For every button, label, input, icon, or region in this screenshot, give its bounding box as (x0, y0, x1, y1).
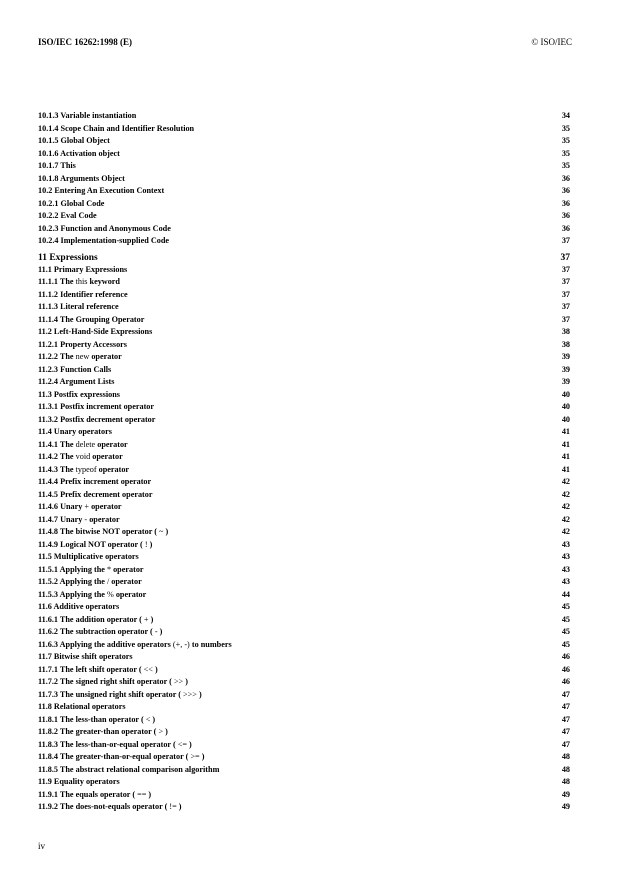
toc-entry-title (38, 777, 120, 786)
toc-entry-title (38, 790, 151, 799)
toc-entry[interactable] (38, 714, 570, 727)
toc-entry-title (38, 490, 153, 499)
toc-entry-code: ! (144, 539, 148, 549)
toc-entry[interactable] (38, 426, 570, 439)
toc-entry-text: 11.1.1 The (38, 277, 76, 286)
toc-entry-title (38, 752, 204, 761)
toc-entry-text: operator (90, 452, 123, 461)
table-of-contents (38, 110, 570, 814)
toc-entry-text: 11.2.1 Property Accessors (38, 339, 127, 349)
toc-entry-title (38, 174, 125, 183)
toc-entry-title (38, 690, 202, 699)
toc-entry-title (38, 402, 154, 411)
toc-entry-title (38, 124, 194, 133)
toc-entry[interactable] (38, 489, 570, 502)
toc-page-number: 45 (561, 627, 570, 636)
toc-page-number: 37 (561, 236, 570, 245)
toc-entry[interactable] (38, 414, 570, 427)
toc-entry[interactable] (38, 651, 570, 664)
toc-entry-title (38, 186, 164, 195)
toc-page-number: 46 (561, 652, 570, 661)
toc-entry-title (38, 427, 112, 436)
toc-entry[interactable] (38, 739, 570, 752)
toc-entry-text: 11.1.3 Literal reference (38, 302, 119, 311)
toc-entry-title (38, 111, 136, 120)
toc-entry-title (38, 236, 169, 245)
toc-entry-text: 11.2.2 The (38, 352, 76, 361)
toc-page-number: 40 (561, 389, 570, 399)
toc-entry-title (38, 590, 146, 599)
toc-page-number: 48 (561, 752, 570, 761)
toc-entry[interactable] (38, 626, 570, 639)
toc-page-number: 45 (561, 602, 570, 611)
toc-entry-code: typeof (75, 464, 97, 474)
toc-page-number: 35 (561, 161, 570, 170)
toc-entry-title (38, 740, 192, 749)
toc-entry-text: 11.4.9 Logical NOT operator ( (38, 539, 145, 549)
toc-page-number: 49 (561, 802, 570, 811)
toc-entry[interactable] (38, 314, 570, 327)
toc-page-number: 38 (561, 339, 570, 349)
toc-page-number: 42 (561, 514, 570, 524)
toc-entry-text: ) (183, 677, 188, 686)
toc-entry-text: 11.5 Multiplicative operators (38, 552, 139, 561)
toc-page-number: 48 (561, 764, 570, 774)
toc-entry-title (38, 627, 162, 636)
toc-entry[interactable] (38, 326, 570, 339)
toc-entry-code: == (137, 789, 147, 799)
toc-page-number: 36 (561, 211, 570, 220)
toc-entry-text: 11.7.1 The left shift operator ( (38, 664, 144, 674)
toc-entry-text: 11.6.3 Applying the additive operators (38, 639, 173, 649)
toc-entry-code: - (154, 627, 158, 636)
toc-entry-title (38, 577, 142, 586)
toc-entry-title (38, 665, 158, 674)
toc-page-number: 44 (561, 589, 570, 599)
toc-entry-text: ) (163, 727, 168, 736)
toc-entry-title (38, 161, 76, 170)
toc-page-number: 42 (561, 527, 570, 536)
toc-entry-text: ) (150, 714, 156, 724)
toc-page-number: 37 (560, 252, 570, 263)
toc-entry-text: 11.4.1 The (38, 439, 76, 449)
toc-entry[interactable] (38, 664, 570, 677)
toc-entry-code: + (84, 502, 90, 511)
toc-entry-text: 10.1.7 This (38, 161, 76, 170)
toc-entry-text: 10.1.3 Variable instantiation (38, 111, 137, 120)
document-id: ISO/IEC 16262:1998 (E) (38, 37, 133, 47)
toc-entry-text: ) (157, 627, 163, 636)
toc-entry-text: 11.4.7 Unary (38, 514, 85, 524)
toc-entry[interactable] (38, 801, 570, 814)
toc-entry[interactable] (38, 464, 570, 477)
toc-entry-text: operator (113, 589, 147, 599)
toc-entry-text: 11.2.3 Function Calls (38, 364, 112, 374)
toc-entry-text: 11.7.3 The unsigned right shift operator ( (38, 689, 184, 699)
toc-entry-title (38, 211, 97, 220)
toc-entry-text: operator (96, 464, 130, 474)
toc-entry-title (38, 199, 104, 208)
toc-entry-title (38, 136, 110, 145)
toc-page-number: 45 (561, 639, 570, 649)
toc-page-number: 47 (561, 702, 570, 711)
toc-entry-text: 11.8.5 The abstract relational comparison algorithm (38, 764, 220, 774)
toc-entry-code: void (75, 452, 91, 461)
toc-entry-title (38, 565, 144, 574)
toc-page-number: 40 (561, 414, 570, 424)
toc-entry-text: 10.2.4 Implementation-supplied Code (38, 236, 170, 245)
toc-page-number: 38 (561, 327, 570, 336)
toc-entry[interactable] (38, 789, 570, 802)
toc-entry-title (38, 277, 120, 286)
toc-entry-title (38, 502, 122, 511)
toc-entry[interactable] (38, 439, 570, 452)
toc-entry-text: 11.8.1 The less-than operator ( (38, 714, 146, 724)
toc-entry[interactable] (38, 676, 570, 689)
toc-page-number: 46 (561, 664, 570, 674)
toc-entry-code: >>> (183, 689, 197, 699)
toc-entry-text: ) (147, 539, 153, 549)
toc-page-number: 36 (561, 186, 570, 195)
toc-entry[interactable] (38, 776, 570, 789)
toc-entry-text: operator (89, 352, 122, 361)
toc-entry-text: 11.8.2 The greater-than operator ( (38, 727, 159, 736)
toc-entry-text: 11.1.4 The Grouping Operator (38, 314, 145, 324)
toc-entry-text: ) (163, 527, 169, 536)
toc-entry-title (38, 224, 171, 233)
toc-entry-code: delete (75, 439, 96, 449)
toc-entry-text: 11.2 Left-Hand-Side Expressions (38, 327, 153, 336)
toc-entry[interactable] (38, 551, 570, 564)
toc-entry-text: 11.6.1 The addition operator ( (38, 614, 144, 624)
toc-page-number: 46 (561, 677, 570, 686)
toc-entry[interactable] (38, 514, 570, 527)
toc-entry-text: 11.3.1 Postfix increment operator (38, 402, 155, 411)
toc-entry-code: != (169, 802, 177, 811)
toc-page-number: 43 (561, 577, 570, 586)
toc-entry[interactable] (38, 210, 570, 223)
toc-page-number: 41 (561, 452, 570, 461)
toc-entry-text: 11.1 Primary Expressions (38, 264, 128, 274)
toc-entry-title (38, 253, 98, 263)
toc-page-number: 42 (561, 489, 570, 499)
toc-entry-text: operator (89, 502, 122, 511)
toc-entry-text: 11.6 Additive operators (38, 602, 120, 611)
toc-entry-title (38, 352, 122, 361)
toc-chapter-entry[interactable] (38, 249, 570, 264)
toc-entry[interactable] (38, 401, 570, 414)
toc-page-number: 47 (561, 727, 570, 736)
toc-page-number: 42 (561, 477, 570, 486)
toc-entry-code: <= (177, 739, 187, 749)
toc-page-number: 34 (561, 111, 570, 120)
toc-entry-text: 11.5.1 Applying the (38, 564, 107, 574)
toc-entry-title (38, 765, 219, 774)
toc-entry[interactable] (38, 264, 570, 277)
toc-entry-text: 11.5.2 Applying the (38, 577, 107, 586)
toc-entry[interactable] (38, 339, 570, 352)
toc-entry[interactable] (38, 601, 570, 614)
toc-page-number: 41 (561, 439, 570, 449)
toc-entry[interactable] (38, 689, 570, 702)
toc-entry-title (38, 465, 129, 474)
page-number: iv (38, 841, 46, 851)
toc-entry-title (38, 302, 119, 311)
toc-entry-text: 11.3 Postfix expressions (38, 389, 120, 399)
toc-page-number: 43 (561, 552, 570, 561)
toc-page-number: 37 (561, 302, 570, 311)
toc-page-number: 45 (561, 614, 570, 624)
toc-entry-title (38, 390, 120, 399)
toc-entry-text: 11.1.2 Identifier reference (38, 289, 128, 299)
toc-entry-code: % (106, 589, 114, 599)
toc-entry-title (38, 652, 133, 661)
toc-page-number: 39 (561, 364, 570, 374)
toc-entry-text: 10.2.2 Eval Code (38, 211, 97, 220)
toc-page-number: 49 (561, 789, 570, 799)
toc-entry[interactable] (38, 639, 570, 652)
toc-entry-text: 11.6.2 The subtraction operator ( (38, 627, 155, 636)
toc-entry[interactable] (38, 235, 570, 248)
toc-entry-text: 10.1.4 Scope Chain and Identifier Resolution (38, 123, 195, 133)
toc-entry-text: 11.2.4 Argument Lists (38, 377, 115, 386)
toc-entry-text: 11.4.6 Unary (38, 502, 85, 511)
toc-entry[interactable] (38, 389, 570, 402)
toc-entry[interactable] (38, 110, 570, 123)
toc-entry-code: (+, -) (172, 639, 190, 649)
toc-entry-text: 11.8.3 The less-than-or-equal operator ( (38, 739, 178, 749)
toc-page-number: 47 (561, 714, 570, 724)
toc-entry-code: - (84, 514, 88, 524)
toc-entry[interactable] (38, 289, 570, 302)
toc-entry-text: 11.7 Bitwise shift operators (38, 652, 133, 661)
toc-entry[interactable] (38, 501, 570, 514)
toc-entry[interactable] (38, 276, 570, 289)
toc-entry[interactable] (38, 123, 570, 136)
toc-entry[interactable] (38, 526, 570, 539)
toc-page-number: 41 (561, 464, 570, 474)
toc-entry-code: << (143, 664, 153, 674)
toc-entry-title (38, 149, 120, 158)
toc-entry[interactable] (38, 701, 570, 714)
toc-entry-text: 11.4.2 The (38, 452, 76, 461)
toc-entry-title (38, 340, 127, 349)
toc-entry[interactable] (38, 223, 570, 236)
toc-page-number: 43 (561, 564, 570, 574)
toc-entry-code: * (106, 564, 112, 574)
toc-entry-text: 10.2.3 Function and Anonymous Code (38, 223, 171, 233)
toc-page-number: 43 (561, 539, 570, 549)
toc-page-number: 35 (561, 136, 570, 145)
toc-entry-text: operator (111, 564, 144, 574)
toc-entry-text: 11.8.4 The greater-than-or-equal operator ( (38, 752, 191, 761)
toc-entry-text: 10.2.1 Global Code (38, 198, 105, 208)
toc-entry-text: 11.4.4 Prefix increment operator (38, 477, 152, 486)
toc-entry[interactable] (38, 351, 570, 364)
toc-entry-title (38, 715, 155, 724)
toc-entry-text: 10.2 Entering An Execution Context (38, 186, 165, 195)
toc-entry-text: 11.7.2 The signed right shift operator ( (38, 677, 174, 686)
toc-entry-text: ) (152, 664, 158, 674)
toc-entry-text: 11 Expressions (38, 252, 98, 263)
toc-entry[interactable] (38, 476, 570, 489)
toc-entry[interactable] (38, 614, 570, 627)
toc-entry-text: operator (109, 577, 142, 586)
toc-entry-text: ) (186, 739, 192, 749)
toc-entry-text: 11.9 Equality operators (38, 777, 120, 786)
toc-entry-text: ) (148, 614, 154, 624)
toc-entry[interactable] (38, 173, 570, 186)
toc-entry-text: operator (87, 514, 120, 524)
toc-entry-title (38, 365, 111, 374)
toc-entry-title (38, 415, 155, 424)
toc-page-number: 35 (561, 148, 570, 158)
toc-entry-text: 11.9.2 The does-not-equals operator ( (38, 802, 170, 811)
toc-entry-text: ) (199, 752, 205, 761)
toc-entry-code: > (158, 727, 164, 736)
toc-entry-title (38, 552, 139, 561)
toc-entry-text: ) (176, 802, 182, 811)
toc-page-number: 36 (561, 173, 570, 183)
toc-entry-text: 11.4 Unary operators (38, 427, 112, 436)
toc-entry-title (38, 727, 168, 736)
toc-entry-title (38, 377, 114, 386)
toc-entry-text: ) (146, 789, 152, 799)
toc-entry-title (38, 527, 168, 536)
toc-entry-title (38, 640, 232, 649)
copyright-notice: © ISO/IEC (531, 37, 572, 47)
toc-entry[interactable] (38, 364, 570, 377)
toc-entry[interactable] (38, 198, 570, 211)
toc-entry-title (38, 315, 144, 324)
toc-page-number: 35 (561, 123, 570, 133)
toc-page-number: 37 (561, 277, 570, 286)
toc-page-number: 47 (561, 689, 570, 699)
toc-entry-text: 11.3.2 Postfix decrement operator (38, 414, 156, 424)
toc-entry-text: keyword (87, 277, 120, 286)
toc-entry[interactable] (38, 301, 570, 314)
toc-entry-title (38, 540, 152, 549)
toc-entry[interactable] (38, 148, 570, 161)
toc-page-number: 36 (561, 223, 570, 233)
toc-entry-code: / (106, 577, 110, 586)
toc-entry-code: new (75, 352, 90, 361)
toc-entry-title (38, 290, 128, 299)
toc-entry[interactable] (38, 135, 570, 148)
toc-page-number: 39 (561, 352, 570, 361)
toc-entry[interactable] (38, 576, 570, 589)
toc-entry-text: 11.5.3 Applying the (38, 589, 107, 599)
toc-page-number: 47 (561, 739, 570, 749)
toc-page-number: 41 (561, 427, 570, 436)
toc-entry-title (38, 677, 188, 686)
toc-entry-title (38, 702, 126, 711)
toc-entry-title (38, 327, 152, 336)
toc-entry-code: ~ (159, 527, 164, 536)
toc-entry-text: 11.4.5 Prefix decrement operator (38, 489, 153, 499)
toc-entry-text: 10.1.8 Arguments Object (38, 173, 125, 183)
toc-entry[interactable] (38, 160, 570, 173)
toc-entry-text: to numbers (189, 639, 232, 649)
toc-entry-text: 11.9.1 The equals operator ( (38, 789, 138, 799)
toc-entry-text: ) (196, 689, 202, 699)
toc-entry-title (38, 265, 127, 274)
toc-entry[interactable] (38, 185, 570, 198)
toc-entry[interactable] (38, 726, 570, 739)
toc-entry-text: 11.8 Relational operators (38, 702, 126, 711)
toc-entry[interactable] (38, 451, 570, 464)
toc-entry-code: < (145, 714, 151, 724)
page-header (38, 37, 572, 51)
toc-entry-text: 10.1.5 Global Object (38, 136, 110, 145)
toc-page-number: 37 (561, 264, 570, 274)
toc-entry-title (38, 515, 120, 524)
toc-entry-code: >> (173, 677, 184, 686)
toc-entry-text: 11.4.8 The bitwise NOT operator ( (38, 527, 159, 536)
toc-entry[interactable] (38, 539, 570, 552)
toc-entry-text: 11.4.3 The (38, 464, 76, 474)
toc-page-number: 40 (561, 402, 570, 411)
toc-entry-text: 10.1.6 Activation object (38, 148, 120, 158)
toc-entry-title (38, 440, 128, 449)
toc-page-number: 37 (561, 289, 570, 299)
toc-page-number: 39 (561, 377, 570, 386)
toc-page-number: 37 (561, 314, 570, 324)
toc-entry-title (38, 802, 182, 811)
toc-entry-code: this (75, 277, 88, 286)
toc-page-number: 48 (561, 777, 570, 786)
toc-entry[interactable] (38, 589, 570, 602)
toc-entry-title (38, 452, 123, 461)
toc-entry-text: operator (95, 439, 128, 449)
toc-entry-title (38, 602, 119, 611)
toc-entry-title (38, 615, 153, 624)
toc-page-number: 42 (561, 502, 570, 511)
toc-entry[interactable] (38, 764, 570, 777)
toc-entry-code: >= (190, 752, 200, 761)
toc-entry-title (38, 477, 151, 486)
toc-entry[interactable] (38, 376, 570, 389)
toc-entry[interactable] (38, 751, 570, 764)
toc-entry[interactable] (38, 564, 570, 577)
toc-page-number: 36 (561, 198, 570, 208)
toc-entry-code: + (143, 614, 149, 624)
